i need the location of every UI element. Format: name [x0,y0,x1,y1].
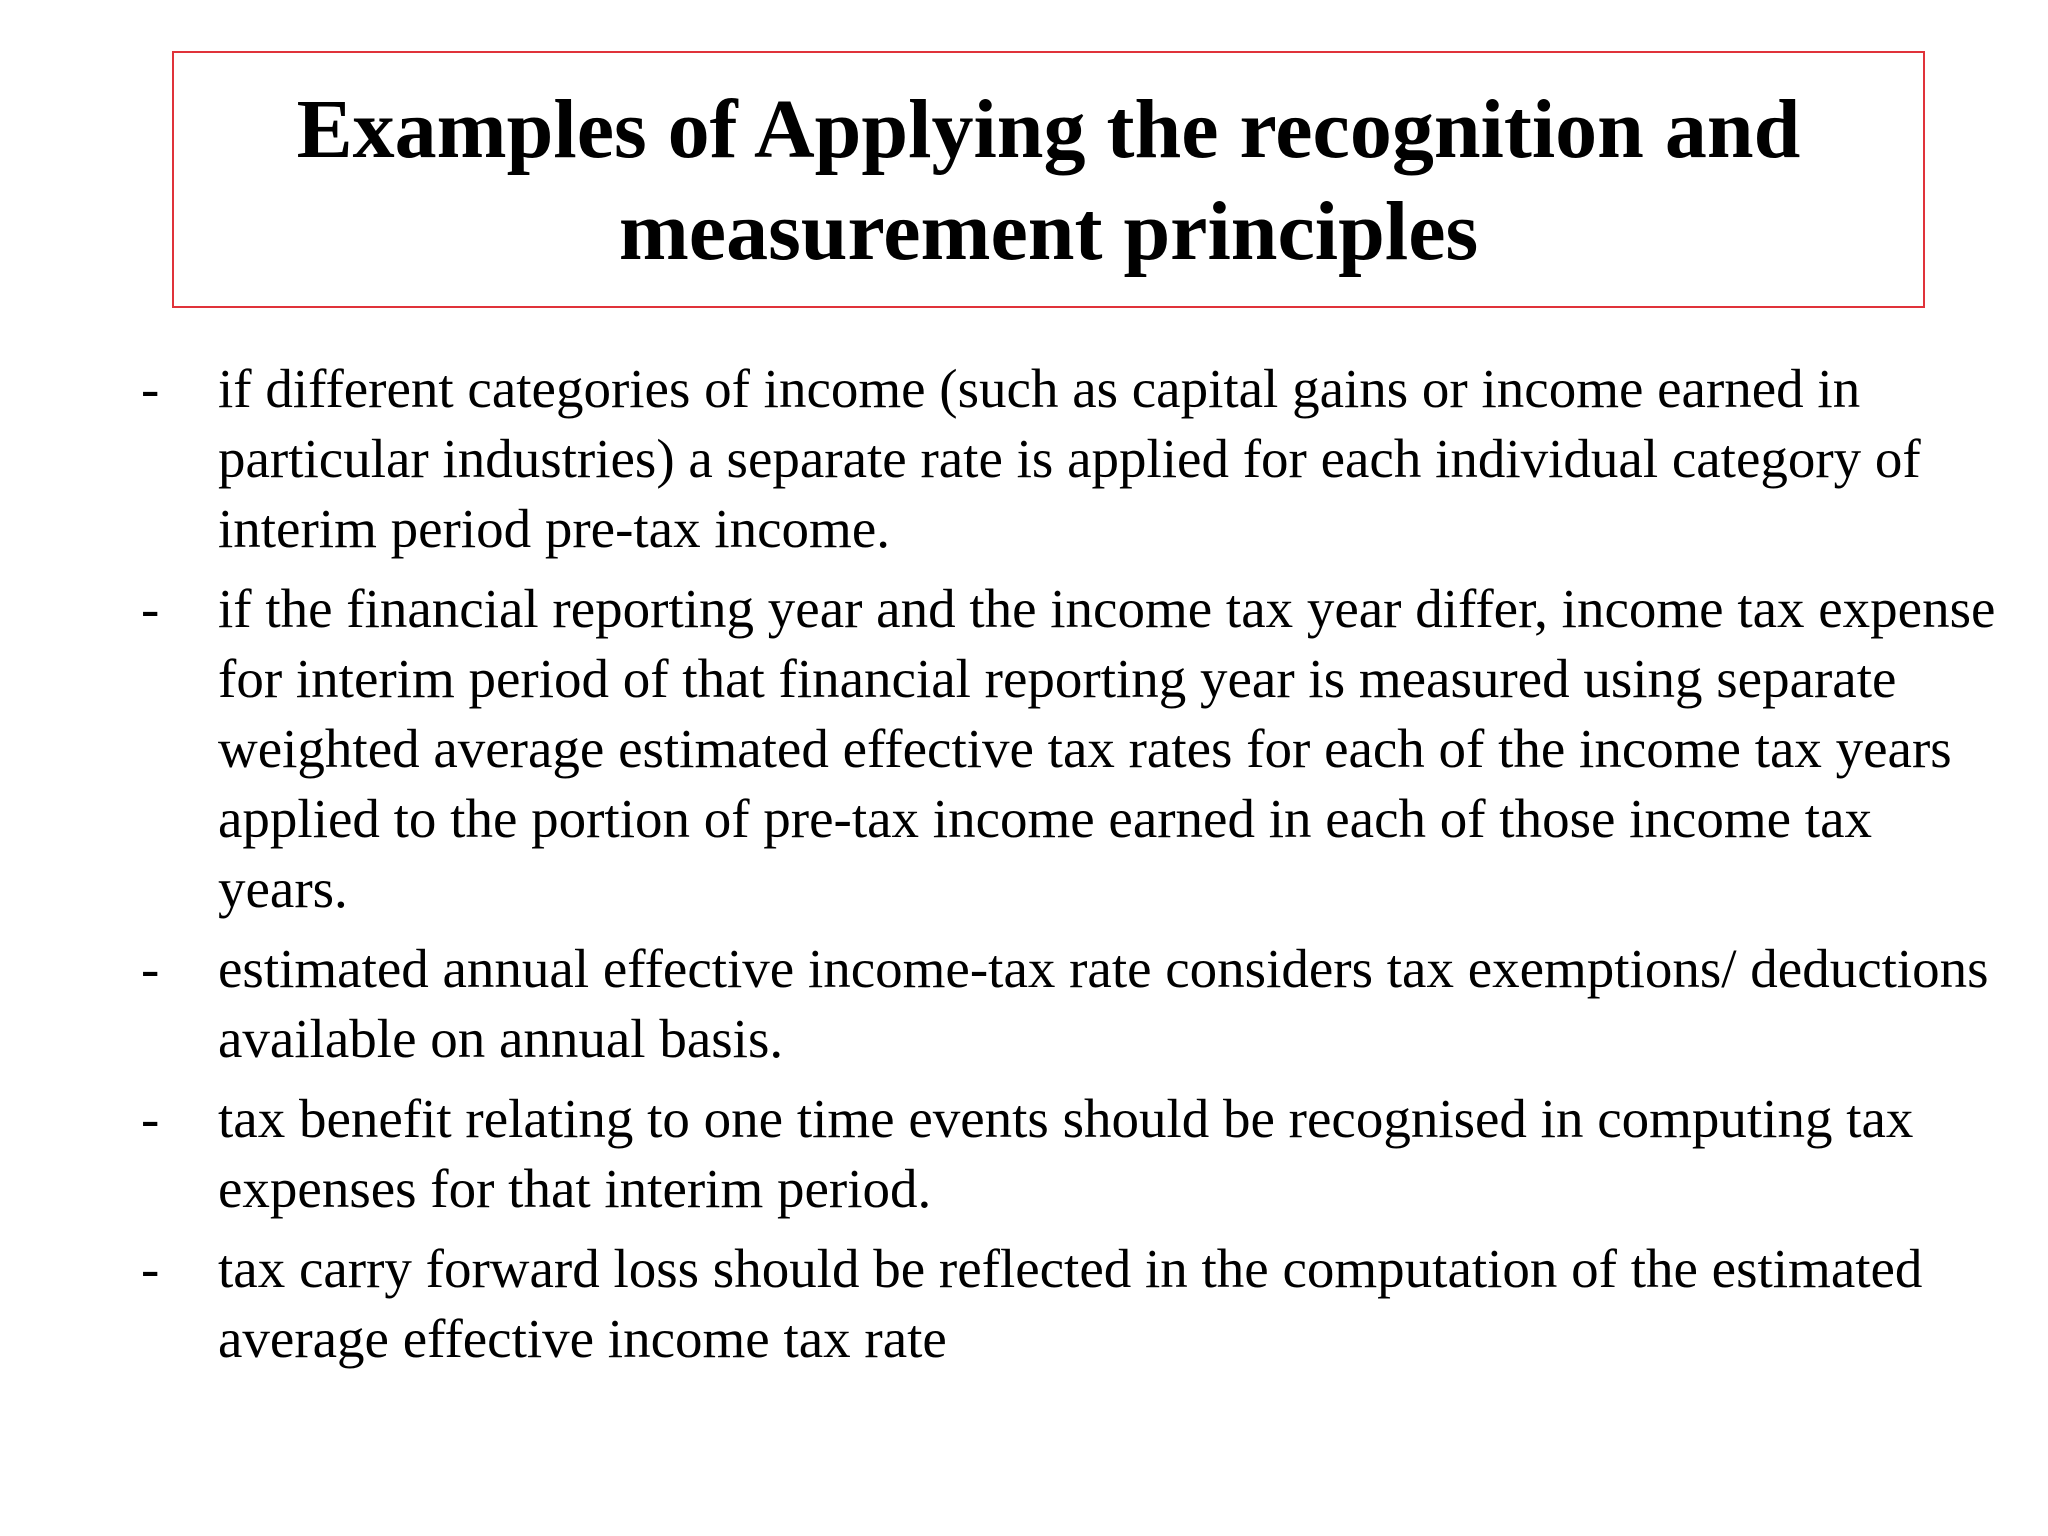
bullet-item [0,574,2048,924]
bullet-dash: - [141,358,160,419]
bullet-dash: - [141,1088,160,1149]
bullet-item [0,934,2048,1074]
bullet-item [0,1084,2048,1224]
bullet-text: if different categories of income (such as capital gains or income earned in particular industries) a separate rate is applied for each individual category of interim period pre-tax income. [218,358,1921,559]
slide-title: Examples of Applying the recognition and measurement principles [296,82,1801,278]
bullet-dash: - [141,578,160,639]
bullet-list [0,354,2048,1374]
bullet-text: estimated annual effective income-tax rate considers tax exemptions/ deductions available on annual basis. [218,938,1989,1069]
bullet-item [0,1234,2048,1374]
bullet-text: tax benefit relating to one time events should be recognised in computing tax expenses for that interim period. [218,1088,1914,1219]
bullet-text: if the financial reporting year and the income tax year differ, income tax expense for interim period of that financial reporting year is measured using separate weighted average estimated effective tax rates for each of the income tax years applied to the portion of pre-tax income earned in each of those income tax years. [218,578,1996,919]
bullet-item [0,354,2048,564]
bullet-dash: - [141,1238,160,1299]
bullet-text: tax carry forward loss should be reflected in the computation of the estimated average effective income tax rate [218,1238,1923,1369]
bullet-dash: - [141,938,160,999]
title-box [172,51,1925,308]
